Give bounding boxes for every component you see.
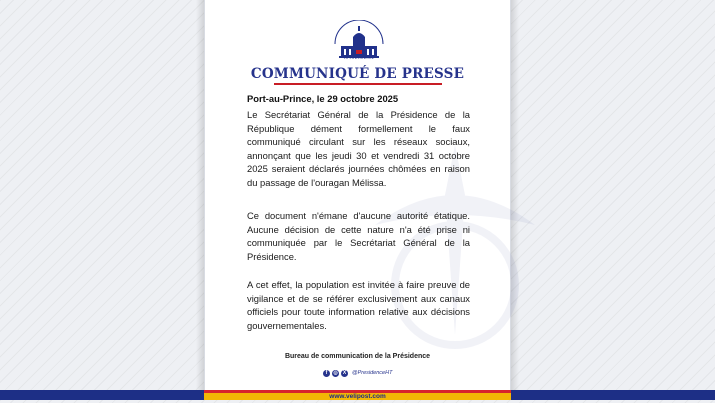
bureau-signature: Bureau de communication de la Présidence (284, 353, 431, 360)
x-icon[interactable]: X (342, 369, 347, 376)
left-page-shadow (196, 0, 204, 390)
facebook-icon[interactable]: f (323, 370, 330, 377)
social-handle[interactable]: @PresidenceHT (352, 370, 393, 376)
logo-caption: LA PRÉSIDENCE (343, 56, 375, 60)
title-underline (274, 83, 442, 85)
paragraph-3: A cet effet, la population est invitée à faire preuve de vigilance et de se référer exclusivement aux canaux officiels pour toute information relative aux décisions gouvernementales. (247, 279, 470, 331)
social-links (323, 369, 392, 377)
dateline: Port-au-Prince, le 29 octobre 2025 (247, 93, 399, 104)
page-title: COMMUNIQUÉ DE PRESSE (250, 66, 465, 82)
paragraph-2: Ce document n'émane d'aucune autorité étatique. Aucune décision de cette nature n'a été prise ni communiquée par le Secrétariat Général de la Présidence. (247, 210, 470, 262)
press-release-document (204, 0, 511, 390)
instagram-icon[interactable]: ◎ (333, 369, 338, 376)
paragraph-1: Le Secrétariat Général de la Présidence de la République dément formellement le faux communiqué circulant sur les réseaux sociaux, annonçant que les jeudi 30 et vendredi 31 octobre 2025 seraient déclarés journées chômées en raison du passage de l'ouragan Mélissa. (247, 109, 470, 188)
site-url[interactable]: www.velipost.com (329, 393, 386, 400)
